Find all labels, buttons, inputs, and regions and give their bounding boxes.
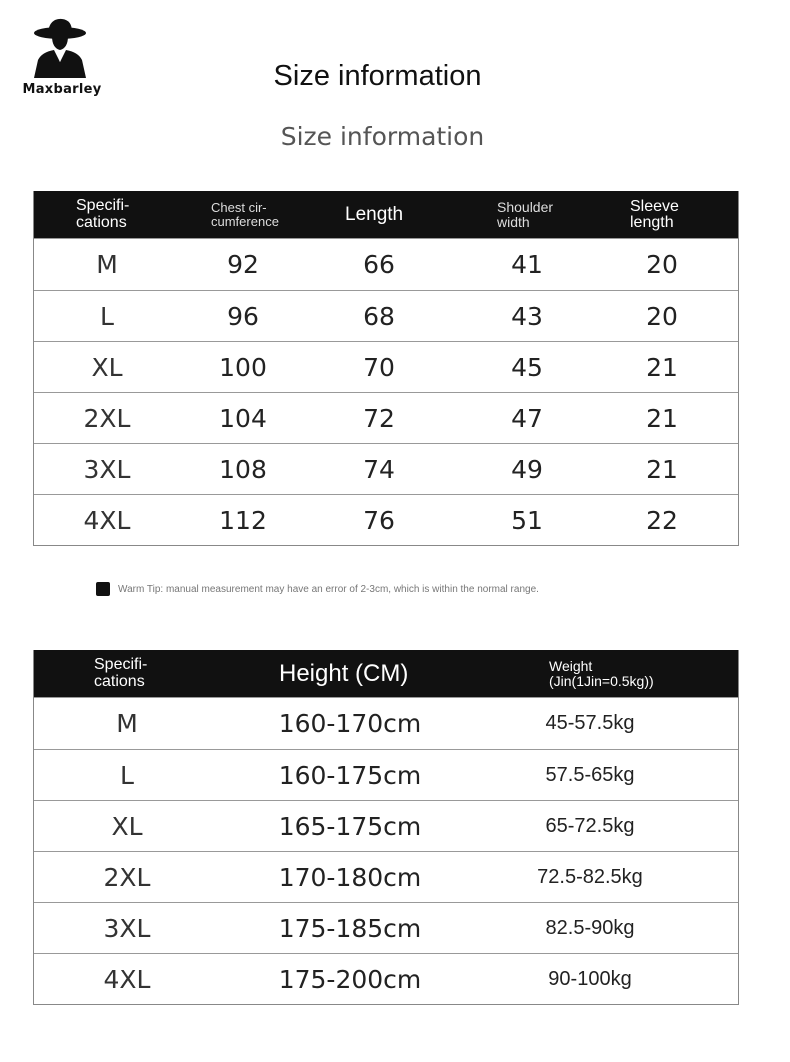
warm-tip: Warm Tip: manual measurement may have an error of 2-3cm, which is within the normal range.	[96, 582, 539, 596]
table-row	[34, 800, 738, 851]
square-bullet-icon	[96, 582, 110, 596]
cell-length: 68	[363, 301, 395, 331]
fit-header-spec: Specifi- cations	[94, 655, 148, 690]
cell-size: XL	[111, 811, 143, 841]
table-row	[34, 238, 738, 290]
cell-length: 76	[363, 505, 395, 535]
cell-chest: 104	[219, 403, 267, 433]
cell-size: 3XL	[83, 454, 131, 484]
table-row	[34, 697, 738, 749]
cell-length: 66	[363, 250, 395, 279]
cell-size: L	[100, 301, 114, 331]
cell-sleeve: 22	[646, 505, 678, 535]
table-row	[34, 443, 738, 494]
brand-name: Maxbarley	[22, 82, 102, 97]
table-row	[34, 341, 738, 392]
cell-size: 4XL	[83, 505, 131, 535]
cell-chest: 108	[219, 454, 267, 484]
cell-size: 2XL	[103, 862, 151, 892]
header-spec: Specifi- cations	[76, 196, 130, 231]
fit-header-height: Height (CM)	[279, 659, 409, 687]
fit-header-weight: Weight (Jin(1Jin=0.5kg))	[549, 657, 654, 689]
cell-sleeve: 21	[646, 403, 678, 433]
cell-shoulder: 41	[511, 250, 543, 279]
cell-chest: 92	[227, 250, 259, 279]
header-length: Length	[345, 203, 404, 225]
cell-shoulder: 49	[511, 454, 543, 484]
cell-size: M	[96, 250, 118, 279]
cell-shoulder: 43	[511, 301, 543, 331]
cell-weight: 45-57.5kg	[545, 712, 635, 734]
header-shoulder: Shoulder width	[497, 198, 554, 230]
cell-height: 165-175cm	[278, 811, 422, 841]
cell-chest: 100	[219, 352, 267, 382]
measurements-table	[33, 191, 739, 546]
cell-size: 4XL	[103, 964, 151, 994]
cell-shoulder: 51	[511, 505, 543, 535]
table-row	[34, 902, 738, 953]
cell-height: 160-175cm	[278, 760, 422, 790]
fit-table	[33, 650, 739, 1005]
cell-shoulder: 45	[511, 352, 543, 382]
cell-weight: 82.5-90kg	[545, 916, 635, 939]
table-row	[34, 953, 738, 1004]
header-chest: Chest cir- cumference	[211, 199, 279, 229]
cell-length: 70	[363, 352, 395, 382]
cell-sleeve: 21	[646, 454, 678, 484]
cell-chest: 96	[227, 301, 259, 331]
cell-chest: 112	[219, 505, 267, 535]
cell-weight: 90-100kg	[548, 967, 632, 990]
table-row	[34, 290, 738, 341]
cell-size: XL	[91, 352, 123, 382]
cell-height: 175-200cm	[278, 964, 422, 994]
header-sleeve: Sleeve length	[630, 198, 679, 231]
cell-sleeve: 20	[646, 250, 678, 279]
table-row	[34, 392, 738, 443]
cell-height: 175-185cm	[278, 913, 422, 943]
table-row	[34, 494, 738, 545]
cell-size: M	[116, 709, 138, 738]
cell-sleeve: 21	[646, 352, 678, 382]
cell-weight: 57.5-65kg	[545, 763, 635, 786]
table-row	[34, 749, 738, 800]
page-subtitle: Size information	[280, 122, 485, 151]
cell-sleeve: 20	[646, 301, 678, 331]
measurements-table-header	[34, 191, 738, 238]
cell-shoulder: 47	[511, 403, 543, 433]
page-title: Size information	[273, 60, 482, 92]
cell-length: 72	[363, 403, 395, 433]
fit-table-header	[34, 650, 738, 697]
cell-size: L	[120, 760, 134, 790]
cell-weight: 65-72.5kg	[545, 814, 635, 837]
cell-height: 160-170cm	[278, 709, 422, 738]
cell-length: 74	[363, 454, 395, 484]
cell-height: 170-180cm	[278, 862, 422, 892]
cell-size: 3XL	[103, 913, 151, 943]
table-row	[34, 851, 738, 902]
cell-size: 2XL	[83, 403, 131, 433]
cell-weight: 72.5-82.5kg	[537, 865, 643, 888]
